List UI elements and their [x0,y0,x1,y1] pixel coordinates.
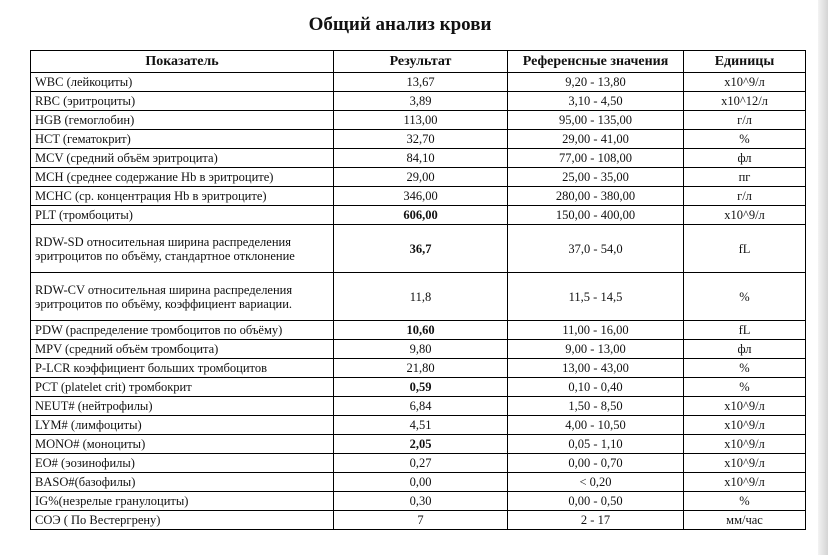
row-unit: x10^9/л [684,473,806,492]
row-parameter-name: MCV (средний объём эритроцита) [31,149,334,168]
row-parameter-name: NEUT# (нейтрофилы) [31,397,334,416]
row-parameter-name: PCT (platelet crit) тромбокрит [31,378,334,397]
row-unit: fL [684,321,806,340]
row-reference-range: 4,00 - 10,50 [508,416,684,435]
table-row [31,511,806,530]
row-parameter-name: RDW-CV относительная ширина распределения эритроцитов по объёму, коэффициент вариации. [31,273,334,321]
table-row [31,340,806,359]
row-result-value: 36,7 [334,225,508,273]
row-reference-range: < 0,20 [508,473,684,492]
row-reference-range: 280,00 - 380,00 [508,187,684,206]
row-result-value: 9,80 [334,340,508,359]
column-header-parameter: Показатель [31,51,334,73]
row-reference-range: 13,00 - 43,00 [508,359,684,378]
row-unit: x10^9/л [684,206,806,225]
page-title: Общий анализ крови [308,14,492,35]
row-unit: x10^12/л [684,92,806,111]
table-row [31,111,806,130]
row-unit: фл [684,340,806,359]
row-parameter-name: PLT (тромбоциты) [31,206,334,225]
row-parameter-name: MONO# (моноциты) [31,435,334,454]
row-reference-range: 25,00 - 35,00 [508,168,684,187]
row-reference-range: 0,10 - 0,40 [508,378,684,397]
row-reference-range: 0,00 - 0,50 [508,492,684,511]
row-unit: x10^9/л [684,73,806,92]
row-unit: пг [684,168,806,187]
row-parameter-name: MPV (средний объём тромбоцита) [31,340,334,359]
row-result-value: 606,00 [334,206,508,225]
row-reference-range: 1,50 - 8,50 [508,397,684,416]
row-result-value: 11,8 [334,273,508,321]
row-parameter-name: RBC (эритроциты) [31,92,334,111]
table-row [31,473,806,492]
row-parameter-name: WBC (лейкоциты) [31,73,334,92]
table-header-row [31,51,806,73]
row-result-value: 29,00 [334,168,508,187]
row-parameter-name: MCH (среднее содержание Hb в эритроците) [31,168,334,187]
table-row [31,168,806,187]
row-result-value: 0,27 [334,454,508,473]
row-parameter-name: HGB (гемоглобин) [31,111,334,130]
row-unit: x10^9/л [684,435,806,454]
row-reference-range: 9,00 - 13,00 [508,340,684,359]
row-parameter-name: PDW (распределение тромбоцитов по объёму) [31,321,334,340]
row-result-value: 13,67 [334,73,508,92]
row-unit: фл [684,149,806,168]
row-parameter-name: P-LCR коэффициент больших тромбоцитов [31,359,334,378]
row-reference-range: 0,05 - 1,10 [508,435,684,454]
blood-test-table [30,50,806,530]
row-reference-range: 95,00 - 135,00 [508,111,684,130]
row-result-value: 113,00 [334,111,508,130]
row-result-value: 32,70 [334,130,508,149]
row-result-value: 10,60 [334,321,508,340]
row-reference-range: 9,20 - 13,80 [508,73,684,92]
row-parameter-name: HCT (гематокрит) [31,130,334,149]
row-unit: fL [684,225,806,273]
table-row [31,149,806,168]
row-reference-range: 3,10 - 4,50 [508,92,684,111]
table-row [31,92,806,111]
row-result-value: 2,05 [334,435,508,454]
row-result-value: 3,89 [334,92,508,111]
column-header-reference: Референсные значения [508,51,684,73]
page-edge [818,0,828,555]
row-unit: г/л [684,111,806,130]
row-unit: x10^9/л [684,416,806,435]
table-row [31,225,806,273]
row-unit: % [684,359,806,378]
row-unit: % [684,130,806,149]
column-header-result: Результат [334,51,508,73]
row-reference-range: 2 - 17 [508,511,684,530]
row-result-value: 346,00 [334,187,508,206]
row-reference-range: 37,0 - 54,0 [508,225,684,273]
row-result-value: 21,80 [334,359,508,378]
table-row [31,397,806,416]
row-parameter-name: MCHC (ср. концентрация Hb в эритроците) [31,187,334,206]
row-reference-range: 11,00 - 16,00 [508,321,684,340]
row-reference-range: 77,00 - 108,00 [508,149,684,168]
table-row [31,273,806,321]
row-parameter-name: BASO#(базофилы) [31,473,334,492]
row-parameter-name: СОЭ ( По Вестергрену) [31,511,334,530]
row-unit: x10^9/л [684,454,806,473]
table-row [31,378,806,397]
row-parameter-name: LYM# (лимфоциты) [31,416,334,435]
row-unit: % [684,273,806,321]
row-parameter-name: RDW-SD относительная ширина распределения эритроцитов по объёму, стандартное отклонение [31,225,334,273]
table-row [31,187,806,206]
row-reference-range: 29,00 - 41,00 [508,130,684,149]
row-reference-range: 0,00 - 0,70 [508,454,684,473]
row-parameter-name: IG%(незрелые гранулоциты) [31,492,334,511]
row-unit: % [684,378,806,397]
row-result-value: 0,30 [334,492,508,511]
row-parameter-name: EO# (эозинофилы) [31,454,334,473]
table-row [31,206,806,225]
table-row [31,454,806,473]
table-row [31,359,806,378]
row-unit: x10^9/л [684,397,806,416]
row-reference-range: 150,00 - 400,00 [508,206,684,225]
row-result-value: 84,10 [334,149,508,168]
table-row [31,435,806,454]
table-row [31,321,806,340]
table-body [31,73,806,530]
row-result-value: 4,51 [334,416,508,435]
row-unit: г/л [684,187,806,206]
table-row [31,130,806,149]
row-unit: мм/час [684,511,806,530]
row-reference-range: 11,5 - 14,5 [508,273,684,321]
table-row [31,73,806,92]
table-row [31,492,806,511]
row-result-value: 7 [334,511,508,530]
row-result-value: 0,00 [334,473,508,492]
row-result-value: 0,59 [334,378,508,397]
row-result-value: 6,84 [334,397,508,416]
row-unit: % [684,492,806,511]
column-header-units: Единицы [684,51,806,73]
table-row [31,416,806,435]
